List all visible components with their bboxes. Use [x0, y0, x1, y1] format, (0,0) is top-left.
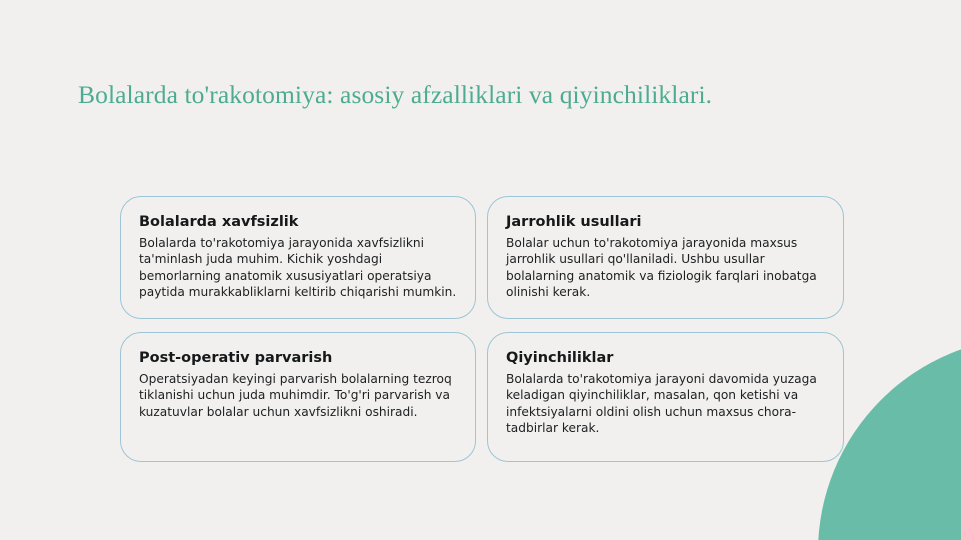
card-1-body: Bolalarda to'rakotomiya jarayonida xavfsizlikni ta'minlash juda muhim. Kichik yoshdagi bemorlarning anatomik xususiyatlari operatsiya paytida murakkabliklarni keltirib chiqarishi mumkin.	[139, 236, 457, 300]
card-content	[506, 213, 825, 301]
card-4-body: Bolalarda to'rakotomiya jarayoni davomida yuzaga keladigan qiyinchiliklar, masalan, qon ketishi va infektsiyalarni oldini olish uchun maxsus chora-tadbirlar kerak.	[506, 372, 817, 436]
card-2-body: Bolalar uchun to'rakotomiya jarayonida maxsus jarrohlik usullari qo'llaniladi. Ushbu usullar bolalarning anatomik va fiziologik farqlari inobatga olinishi kerak.	[506, 236, 817, 300]
card-1-title: Bolalarda xavfsizlik	[139, 214, 299, 230]
content-card-1[interactable]	[120, 196, 476, 319]
card-content	[506, 349, 825, 437]
card-content	[139, 349, 457, 420]
content-card-3[interactable]	[120, 332, 476, 462]
card-grid	[120, 196, 844, 462]
content-card-2[interactable]	[487, 196, 844, 319]
card-content	[139, 213, 457, 301]
content-card-4[interactable]	[487, 332, 844, 462]
card-3-body: Operatsiyadan keyingi parvarish bolalarning tezroq tiklanishi uchun juda muhimdir. To'g'ri parvarish va kuzatuvlar bolalar uchun xavfsizlikni oshiradi.	[139, 372, 452, 419]
slide-title: Bolalarda to'rakotomiya: asosiy afzalliklari va qiyinchiliklari.	[78, 80, 713, 109]
card-2-title: Jarrohlik usullari	[506, 214, 642, 230]
card-3-title: Post-operativ parvarish	[139, 350, 333, 366]
card-4-title: Qiyinchiliklar	[506, 350, 614, 366]
